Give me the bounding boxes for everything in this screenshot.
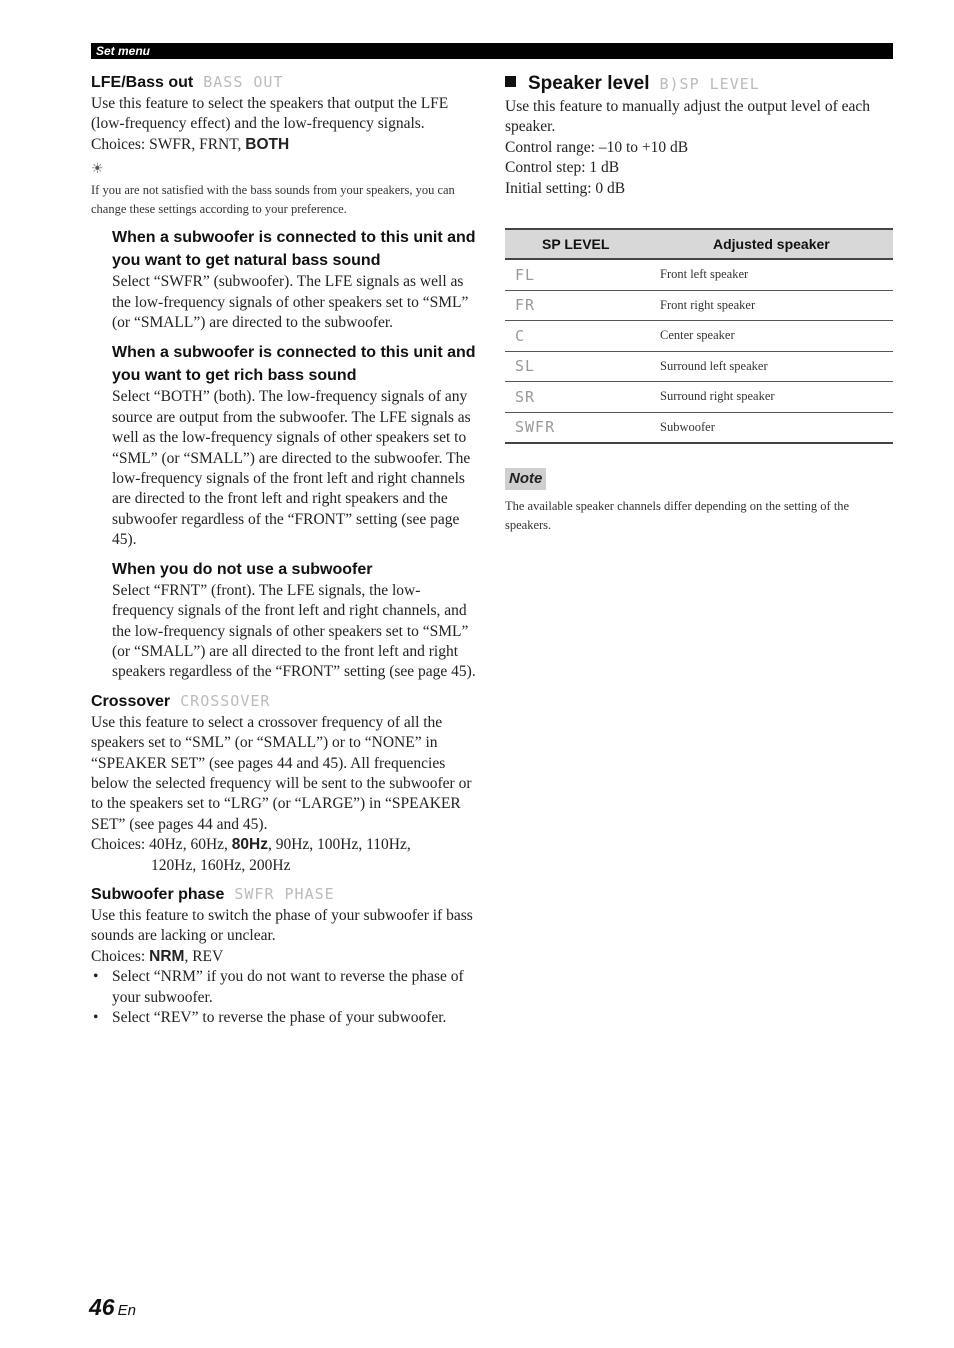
right-column: [505, 71, 895, 535]
control-step: Control step: 1 dB: [505, 159, 620, 177]
sp-code-cell: SR: [505, 382, 660, 413]
crossover-choices: [91, 835, 481, 855]
lfe-choices: [91, 135, 481, 155]
lfe-lcd-display: BASS OUT: [203, 73, 284, 91]
crossover-lcd-display: CROSSOVER: [180, 691, 271, 710]
speaker-level-heading: [505, 71, 895, 97]
speaker-desc-cell: Surround right speaker: [660, 382, 893, 413]
case-rich-bass-title: When a subwoofer is connected to this unit and you want to get rich bass sound: [112, 344, 476, 385]
table-row: [505, 382, 893, 413]
lfe-choices-default: BOTH: [245, 135, 290, 153]
speaker-desc-cell: Front right speaker: [660, 290, 893, 321]
phase-choices-default: NRM: [149, 947, 185, 965]
note-text: The available speaker channels differ depending on the setting of the speakers.: [505, 499, 850, 533]
case-rich-bass-body: Select “BOTH” (both). The low-frequency signals of any source are output from the subwoofer. The LFE signals as well as the low-frequency signals of other speakers set to “SML” (or “SMALL”) are directed to the subwoofer. The low-frequency signals of the front left and right channels are directed to the front left and right speakers and the subwoofer regardless of the “FRONT” setting (see page 45).: [112, 388, 471, 549]
sp-code-cell: FR: [505, 290, 660, 321]
crossover-choices-suffix: , 90Hz, 100Hz, 110Hz,: [267, 836, 411, 854]
crossover-choices-prefix: Choices: 40Hz, 60Hz,: [91, 836, 232, 854]
sp-code-cell: SL: [505, 351, 660, 382]
case-natural-bass-title: When a subwoofer is connected to this unit and you want to get natural bass sound: [112, 229, 476, 270]
speaker-level-lcd-display: B)SP LEVEL: [659, 75, 760, 93]
section-header-bar: [91, 43, 893, 59]
table-row: [505, 259, 893, 290]
subwoofer-phase-heading: [91, 883, 481, 906]
lfe-body: Use this feature to select the speakers that output the LFE (low-frequency effect) and the low-frequency signals.: [91, 95, 449, 133]
section-header-label: Set menu: [96, 44, 151, 58]
phase-choices: [91, 947, 481, 967]
table-row: [505, 321, 893, 352]
table-header-row: [505, 229, 893, 259]
speaker-level-title: Speaker level: [528, 73, 650, 94]
table-row: [505, 412, 893, 443]
lfe-bass-out-heading: [91, 71, 481, 94]
sp-code-cell: C: [505, 321, 660, 352]
table-row: [505, 290, 893, 321]
list-item: • Select “REV” to reverse the phase of your subwoofer.: [91, 1008, 481, 1028]
page-number: [89, 1294, 136, 1321]
column-header-adjusted-speaker: Adjusted speaker: [660, 229, 893, 259]
crossover-choices-line2: 120Hz, 160Hz, 200Hz: [151, 856, 291, 874]
phase-bullet-list: [91, 967, 481, 1028]
note-badge: Note: [505, 468, 546, 490]
speaker-desc-cell: Center speaker: [660, 321, 893, 352]
speaker-desc-cell: Front left speaker: [660, 259, 893, 290]
lfe-choices-prefix: Choices: SWFR, FRNT,: [91, 135, 246, 153]
case-natural-bass-body: Select “SWFR” (subwoofer). The LFE signals as well as the low-frequency signals of other speakers set to “SML” (or “SMALL”) are directed to the subwoofer.: [112, 273, 469, 332]
crossover-body: Use this feature to select a crossover frequency of all the speakers set to “SML” (or “SMALL”) or to “NONE” in “SPEAKER SET” (see pages 44 and 45). All frequencies below the selected frequency will be sent to the subwoofer or to the speakers set to “LRG” (or “LARGE”) in “SPEAKER SET” (see pages 44 and 45).: [91, 713, 472, 833]
speaker-level-body: Use this feature to manually adjust the output level of each speaker.: [505, 98, 870, 136]
crossover-title: Crossover: [91, 692, 171, 710]
crossover-choices-default: 80Hz: [231, 836, 268, 854]
phase-lcd-display: SWFR PHASE: [234, 884, 335, 903]
case-rich-bass: [91, 341, 481, 550]
speaker-desc-cell: Surround left speaker: [660, 351, 893, 382]
crossover-heading: [91, 690, 481, 713]
lfe-hint: If you are not satisfied with the bass sounds from your speakers, you can change these settings according to your preference.: [91, 183, 455, 217]
page-number-value: 46: [89, 1294, 115, 1320]
case-no-subwoofer-body: Select “FRNT” (front). The LFE signals, the low-frequency signals of the front left and right channels, and the low-frequency signals of other speakers set to “SML” (or “SMALL”) are all directed to the front left and right speakers regardless of the “FRONT” setting (see page 45).: [112, 581, 476, 681]
case-no-subwoofer-title: When you do not use a subwoofer: [112, 560, 373, 578]
initial-setting: Initial setting: 0 dB: [505, 179, 626, 197]
phase-choices-prefix: Choices:: [91, 947, 150, 965]
sp-level-table: [505, 228, 893, 444]
case-natural-bass: [91, 226, 481, 333]
case-no-subwoofer: [91, 558, 481, 683]
phase-choices-suffix: , REV: [184, 947, 224, 965]
square-bullet-icon: [505, 76, 516, 87]
lfe-title: LFE/Bass out: [91, 74, 194, 91]
left-column: [91, 71, 481, 1028]
column-header-sp-level: SP LEVEL: [505, 229, 660, 259]
tip-icon: ☀: [91, 162, 104, 178]
sp-code-cell: FL: [505, 259, 660, 290]
phase-body: Use this feature to switch the phase of your subwoofer if bass sounds are lacking or unclear.: [91, 906, 473, 945]
control-range: Control range: –10 to +10 dB: [505, 138, 689, 156]
list-item: • Select “NRM” if you do not want to reverse the phase of your subwoofer.: [91, 967, 481, 1008]
phase-title: Subwoofer phase: [91, 885, 225, 903]
page-language: En: [117, 1302, 136, 1319]
sp-code-cell: SWFR: [505, 412, 660, 443]
speaker-desc-cell: Subwoofer: [660, 412, 893, 443]
table-row: [505, 351, 893, 382]
